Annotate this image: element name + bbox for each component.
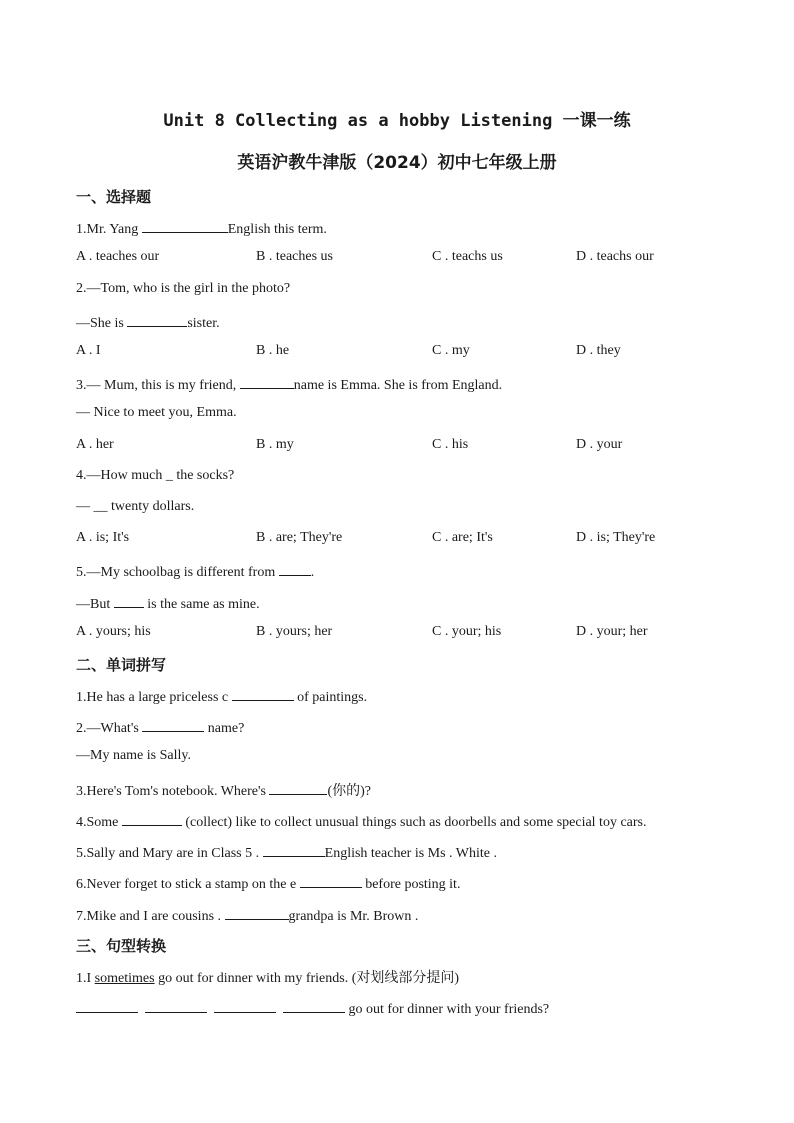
- spelling-item-3: [76, 780, 371, 800]
- section-heading-choice: 一、选择题: [76, 188, 152, 206]
- question-text: 3.Here's Tom's notebook. Where's: [76, 784, 270, 799]
- question-text: 4.Some: [76, 815, 122, 830]
- question-2-stem: 2.—Tom, who is the girl in the photo?: [76, 281, 291, 296]
- question-text: grandpa is Mr. Brown .: [288, 909, 419, 924]
- answer-blank[interactable]: [214, 998, 276, 1013]
- spelling-item-5: [76, 842, 497, 862]
- option-d[interactable]: D . teachs our: [576, 249, 654, 264]
- answer-blank[interactable]: [232, 686, 294, 701]
- question-text: 2.—What's: [76, 721, 143, 736]
- question-3-stem: [76, 374, 502, 394]
- answer-blank[interactable]: [240, 374, 294, 389]
- question-text: .: [310, 565, 315, 580]
- spelling-item-1: [76, 686, 367, 706]
- question-4-stem: 4.—How much _ the socks?: [76, 468, 235, 483]
- question-text: English this term.: [227, 222, 327, 237]
- answer-blank[interactable]: [269, 780, 327, 795]
- transform-item-1: [76, 967, 459, 987]
- question-text: 5.Sally and Mary are in Class 5 .: [76, 846, 263, 861]
- answer-blank[interactable]: [127, 312, 187, 327]
- question-text: go out for dinner with my friends. (对划线部分提问): [154, 971, 460, 986]
- spelling-item-7: [76, 905, 418, 925]
- question-4-line2: — __ twenty dollars.: [76, 499, 195, 514]
- question-text: 1.I: [76, 971, 95, 986]
- section-heading-transform: 三、句型转换: [76, 937, 167, 955]
- question-text: go out for dinner with your friends?: [345, 1002, 550, 1017]
- transform-item-1-answer: [76, 998, 549, 1018]
- question-text: 7.Mike and I are cousins .: [76, 909, 225, 924]
- spelling-item-2: [76, 717, 244, 737]
- option-a[interactable]: A . teaches our: [76, 249, 160, 264]
- option-a[interactable]: A . yours; his: [76, 624, 151, 639]
- option-c[interactable]: C . are; It's: [432, 530, 493, 545]
- option-d[interactable]: D . your: [576, 437, 623, 452]
- question-1-stem: [76, 218, 327, 238]
- question-text: (collect) like to collect unusual things such as doorbells and some special toy cars.: [181, 815, 647, 830]
- question-3-line2: — Nice to meet you, Emma.: [76, 405, 237, 420]
- answer-blank[interactable]: [300, 873, 362, 888]
- question-text: before posting it.: [361, 877, 461, 892]
- option-c[interactable]: C . my: [432, 343, 470, 358]
- answer-blank[interactable]: [283, 998, 345, 1013]
- answer-blank[interactable]: [142, 717, 204, 732]
- answer-blank[interactable]: [145, 998, 207, 1013]
- option-c[interactable]: C . your; his: [432, 624, 502, 639]
- option-b[interactable]: B . he: [256, 343, 290, 358]
- question-text: 5.—My schoolbag is different from: [76, 565, 279, 580]
- spelling-item-4: [76, 811, 647, 831]
- answer-blank[interactable]: [225, 905, 289, 920]
- question-text: of paintings.: [293, 690, 368, 705]
- option-b[interactable]: B . my: [256, 437, 294, 452]
- answer-blank[interactable]: [114, 593, 144, 608]
- underlined-word: sometimes: [94, 971, 155, 986]
- option-d[interactable]: D . they: [576, 343, 621, 358]
- option-d[interactable]: D . your; her: [576, 624, 648, 639]
- answer-blank[interactable]: [142, 218, 228, 233]
- question-text: (你的)?: [327, 784, 372, 799]
- option-a[interactable]: A . is; It's: [76, 530, 130, 545]
- section-heading-spelling: 二、单词拼写: [76, 656, 167, 674]
- question-text: English teacher is Ms . White .: [324, 846, 498, 861]
- worksheet-subtitle: 英语沪教牛津版（2024）初中七年级上册: [237, 153, 557, 173]
- question-5-line2: [76, 593, 260, 613]
- answer-blank[interactable]: [122, 811, 182, 826]
- question-text: —She is: [76, 316, 128, 331]
- answer-blank[interactable]: [279, 561, 311, 576]
- question-text: 6.Never forget to stick a stamp on the e: [76, 877, 300, 892]
- worksheet-title: Unit 8 Collecting as a hobby Listening 一课一练: [163, 111, 631, 131]
- option-b[interactable]: B . teaches us: [256, 249, 333, 264]
- option-c[interactable]: C . teachs us: [432, 249, 503, 264]
- option-b[interactable]: B . yours; her: [256, 624, 333, 639]
- option-a[interactable]: A . her: [76, 437, 114, 452]
- option-c[interactable]: C . his: [432, 437, 469, 452]
- spelling-item-6: [76, 873, 460, 893]
- option-b[interactable]: B . are; They're: [256, 530, 343, 545]
- question-text: 3.— Mum, this is my friend,: [76, 378, 240, 393]
- question-text: is the same as mine.: [143, 597, 260, 612]
- question-5-stem: [76, 561, 314, 581]
- question-text: name?: [204, 721, 245, 736]
- spelling-item-2-line2: —My name is Sally.: [76, 748, 191, 763]
- option-a[interactable]: A . I: [76, 343, 101, 358]
- question-text: sister.: [187, 316, 220, 331]
- question-2-line2: [76, 312, 220, 332]
- option-d[interactable]: D . is; They're: [576, 530, 656, 545]
- question-text: —But: [76, 597, 114, 612]
- question-text: 1.He has a large priceless c: [76, 690, 232, 705]
- question-text: 1.Mr. Yang: [76, 222, 142, 237]
- question-text: name is Emma. She is from England.: [293, 378, 503, 393]
- answer-blank[interactable]: [76, 998, 138, 1013]
- answer-blank[interactable]: [263, 842, 325, 857]
